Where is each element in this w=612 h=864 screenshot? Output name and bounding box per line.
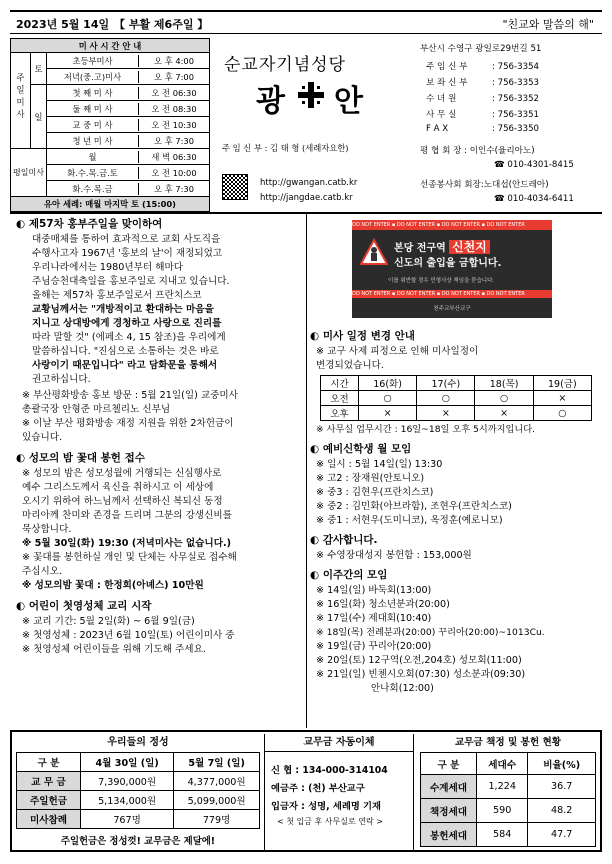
mass-time: 오 전 08:30 xyxy=(151,103,197,114)
transfer-line: 입금자 : 성명, 세례명 기재 xyxy=(271,801,382,812)
header-bar xyxy=(10,10,602,34)
parish-name-right: 안 xyxy=(334,84,363,119)
mass-name: 화.수.목.금.토 xyxy=(47,167,139,179)
right-column xyxy=(310,330,602,696)
mass-time: 오 후 7:30 xyxy=(154,183,194,194)
infant-baptism-note: 유아 세례: 매월 마지막 토 (15:00) xyxy=(11,197,210,212)
text-line: 있습니다. xyxy=(22,432,63,443)
text-line: 말씀하십니다. "진심으로 소통하는 것은 바로 xyxy=(32,346,219,357)
sunday-label: 일 xyxy=(31,85,47,149)
text-line: ※ 17일(수) 제대회(10:40) xyxy=(316,613,432,624)
text-line: 따라 말할 것" (에페소 4, 15 참조)을 우리에게 xyxy=(32,332,226,343)
pastor-name: 주 임 신 부 : 김 태 형 (세례자요한) xyxy=(222,143,349,153)
text-line: 우리나라에서는 1980년부터 해마다 xyxy=(32,262,183,273)
banner-footer: 천주교부산교구 xyxy=(433,306,471,312)
text-line: ※ 18일(목) 전례분과(20:00) 꾸리아(20:00)~1013Cu. xyxy=(316,627,545,638)
transfer-title: 교무금 자동이체 xyxy=(265,734,413,752)
text-line: ※ 첫영성체 : 2023년 6월 10일(토) 어린이미사 중 xyxy=(22,630,235,641)
table-header: 18(목) xyxy=(475,376,533,391)
text-line: 안나회(12:00) xyxy=(316,683,434,694)
s1-bullets xyxy=(16,389,304,445)
text-line: 주님승천대축일을 홍보주일로 지내고 있습니다. xyxy=(32,276,230,287)
text-line: ※ 19일(금) 꾸리아(20:00) xyxy=(316,641,432,652)
parish-subtitle: 순교자기념성당 xyxy=(224,55,346,75)
transfer-block xyxy=(264,734,414,850)
text-line: ※ 첫영성체 어린이들을 위해 기도해 주세요. xyxy=(22,644,206,655)
offering-block xyxy=(16,734,260,847)
service-phone: ☎ 010-4034-6411 xyxy=(494,194,574,204)
parish-address: 부산시 수영구 광일로29번길 51 xyxy=(420,44,542,54)
text-line: ※ 교리 기간: 5월 2일(화) ~ 6월 9일(금) xyxy=(22,616,195,627)
transfer-line: 신 협 : 134-000-314104 xyxy=(271,765,388,776)
website-link[interactable]: http://jangdae.catb.kr xyxy=(260,193,353,203)
text-line: ※ 고2 : 장재원(안토니오) xyxy=(316,473,425,484)
mass-time: 오 전 06:30 xyxy=(151,87,197,98)
text-line: 주십시오. xyxy=(22,566,63,577)
mass-time: 오 전 10:30 xyxy=(151,119,197,130)
phone-row: 주 임 신 부 : 756-3354 xyxy=(426,62,540,72)
status-table: 구 분 세대수 비율(%) 수계세대 1,224 36.7 책정세대 590 48.2 봉헌세대 584 47.7 xyxy=(420,752,596,847)
mass-change-table xyxy=(320,375,592,421)
table-row: 주일헌금 5,134,000원 5,099,000원 xyxy=(17,791,260,810)
banner-small-text: 이를 위반할 경우 민형사상 책임을 묻습니다. xyxy=(388,278,495,284)
text-line: ※ 5월 30일(화) 19:30 (저녁미사는 없습니다.) xyxy=(22,538,231,549)
text-line: ※ 교구 사제 피정으로 인해 미사일정이 xyxy=(316,346,479,357)
mass-time: 오 전 10:00 xyxy=(151,167,197,178)
text-line: 총괄국장 안형준 마르첼리노 신부님 xyxy=(22,404,171,415)
section-title: ◐ 미사 일정 변경 안내 xyxy=(310,330,415,342)
banner-strip: DO NOT ENTER ▪ DO NOT ENTER ▪ DO NOT ENTER ▪ DO NOT ENTER xyxy=(352,220,552,230)
text-line: 오시기 위하여 하느님께서 선택하신 복되신 동정 xyxy=(22,496,223,507)
office-hours-note: ※ 사무실 업무시간 : 16일~18일 오후 5시까지입니다. xyxy=(316,424,536,435)
text-line: 권고하십니다. xyxy=(32,374,91,385)
mass-name: 저녁(중.고)미사 xyxy=(47,71,139,83)
text-line: 수행사고자 1967년 '홍보의 날'이 재정되었고 xyxy=(32,248,223,259)
text-line: 묵상합니다. xyxy=(22,524,72,535)
mass-time: 오 후 7:30 xyxy=(154,135,194,146)
text-line: ※ 14일(일) 바둑회(13:00) xyxy=(316,585,432,596)
text-line: ※ 부산평화방송 홍보 방문 : 5월 21일(일) 교중미사 xyxy=(22,390,238,401)
header-date: 2023년 5월 14일 xyxy=(16,18,110,31)
mass-name: 교 중 미 사 xyxy=(47,119,139,131)
website-link[interactable]: http://gwangan.catb.kr xyxy=(260,178,358,188)
mass-time: 오 후 4:00 xyxy=(154,55,194,66)
table-row: 봉헌세대 584 47.7 xyxy=(421,823,596,847)
council-president: 평 협 회 장 : 이인수(율리아노) xyxy=(420,146,535,156)
text-line: ※ 20일(토) 12구역(오전,204호) 성모회(11:00) xyxy=(316,655,522,666)
text-line: ※ 중2 : 김민화(아브라함), 조현우(프란치스코) xyxy=(316,501,512,512)
mass-time: 새 벽 06:30 xyxy=(151,151,197,162)
text-line: 교황님께서는 "개방적이고 환대하는 마음을 xyxy=(32,304,214,315)
mass-name: 둘 째 미 사 xyxy=(47,103,139,115)
text-line: 마리아께 찬미와 존경을 드리며 그분의 강생신비를 xyxy=(22,510,232,521)
text-line: ※ 꽃대를 봉헌하실 개인 및 단체는 사무실로 접수해 xyxy=(22,552,237,563)
table-header: 시간 xyxy=(321,376,359,391)
council-phone: ☎ 010-4301-8415 xyxy=(494,160,574,170)
banner-text: 본당 전구역 신천지 xyxy=(394,238,490,255)
offering-title: 우리들의 정성 xyxy=(107,737,169,748)
weekday-mass-label: 평일미사 xyxy=(11,149,47,197)
text-line: 지니고 상대방에게 경청하고 사랑으로 진리를 xyxy=(32,318,222,329)
phone-row: 수 녀 원 : 756-3352 xyxy=(426,94,540,104)
text-line: 사랑이기 때문입니다" 라고 담화문을 통해서 xyxy=(32,360,218,371)
offering-table: 구 분 4월 30일 (일) 5월 7일 (일) 교 무 금 7,390,000원 4,377,000원 주일헌금 5,134,000원 5,099,000원 미사참례 767명 779명 xyxy=(16,752,260,829)
qr-code-icon xyxy=(222,174,248,200)
mass-name: 월 xyxy=(47,151,139,163)
warning-sign-icon xyxy=(360,238,388,266)
header-motto: "친교와 말씀의 해" xyxy=(502,18,594,31)
s2-body xyxy=(16,467,304,593)
table-header: 16(화) xyxy=(358,376,416,391)
text-line: 변경되었습니다. xyxy=(316,360,384,371)
transfer-line: 예금주 : (천) 부산교구 xyxy=(271,783,365,794)
table-row: 수계세대 1,224 36.7 xyxy=(421,775,596,799)
mass-time: 오 후 7:00 xyxy=(154,71,194,82)
table-row: 오전 ○ ○ ○ × xyxy=(321,391,592,406)
banner-text: 신도의 출입을 금합니다. xyxy=(394,258,502,269)
contact-block xyxy=(414,40,604,210)
text-line: ※ 성모의밤 꽃대 : 한정희(아녜스) 10만원 xyxy=(22,580,204,591)
table-row: 오후 × × × ○ xyxy=(321,406,592,421)
section-title: ◐ 성모의 밤 꽃대 봉헌 접수 xyxy=(16,452,145,464)
parish-name-left: 광 xyxy=(256,84,285,119)
text-line: ※ 중3 : 김현우(프란치스코) xyxy=(316,487,434,498)
section-title: ◐ 감사합니다. xyxy=(310,534,378,546)
mass-name: 첫 째 미 사 xyxy=(47,87,139,99)
banner-strip-bottom: DO NOT ENTER ▪ DO NOT ENTER ▪ DO NOT ENTER ▪ DO NOT ENTER xyxy=(352,290,552,298)
section-title: ◐ 이주간의 모임 xyxy=(310,569,388,581)
no-entry-banner xyxy=(352,220,552,318)
offering-slogan: 주일헌금은 정성껏! 교무금은 제달에! xyxy=(60,836,216,847)
text-line: ※ 이날 부산 평화방송 재정 지원을 위한 2차헌금이 xyxy=(22,418,234,429)
table-row: 교 무 금 7,390,000원 4,377,000원 xyxy=(17,772,260,791)
text-line: 올해는 제57차 홍보주일로서 프란치스코 xyxy=(32,290,202,301)
text-line: 대중매체를 통하여 효과적으로 교회 사도직을 xyxy=(32,234,221,245)
column-divider xyxy=(306,214,307,728)
mass-name: 화.수.목.금 xyxy=(47,183,139,195)
cross-logo-icon xyxy=(296,80,326,110)
phone-row: F A X : 756-3350 xyxy=(426,124,540,134)
s3-body xyxy=(16,615,304,657)
service-president: 선종봉사회 회장:노대섭(안드레아) xyxy=(420,180,549,190)
left-column xyxy=(16,218,304,657)
header-week: 【 부활 제6주일 】 xyxy=(114,18,209,31)
mass-schedule-table xyxy=(10,38,210,212)
section-title: ◐ 어린이 첫영성체 교리 시작 xyxy=(16,600,152,612)
status-block xyxy=(420,734,596,847)
text-line: ※ 21일(일) 빈첸시오회(07:30) 성소분과(09:30) xyxy=(316,669,526,680)
text-line: ※ 16일(화) 청소년분과(20:00) xyxy=(316,599,450,610)
phone-row: 보 좌 신 부 : 756-3353 xyxy=(426,78,540,88)
mass-name: 초등부미사 xyxy=(47,55,139,67)
text-line: ※ 일시 : 5월 14일(일) 13:30 xyxy=(316,459,443,470)
section-title: ◐ 제57차 홍부주일을 맞이하여 xyxy=(16,218,163,230)
transfer-line: < 첫 입금 후 사무실로 연락 > xyxy=(277,817,383,826)
section-title: ◐ 예비신학생 월 모임 xyxy=(310,443,412,455)
status-title: 교무금 책정 및 봉헌 현황 xyxy=(454,737,562,748)
table-row: 미사참례 767명 779명 xyxy=(17,810,260,829)
sunday-mass-label: 주일미사 xyxy=(11,53,31,149)
s1-body xyxy=(16,233,304,387)
mass-schedule-title: 미 사 시 간 안 내 xyxy=(11,39,210,53)
text-line: ※ 성모의 밤은 성모성월에 거행되는 신심행사로 xyxy=(22,468,222,479)
table-header: 19(금) xyxy=(533,376,591,391)
table-header: 17(수) xyxy=(417,376,475,391)
text-line: ※ 수영장대성지 봉헌함 : 153,000원 xyxy=(316,550,472,561)
table-row: 책정세대 590 48.2 xyxy=(421,799,596,823)
parish-title-block xyxy=(214,38,412,210)
text-line: 예수 그리스도께서 육신을 취하시고 이 세상에 xyxy=(22,482,214,493)
phone-row: 사 무 실 : 756-3351 xyxy=(426,110,540,120)
text-line: ※ 중1 : 서현우(도미니코), 옥정훈(예로니모) xyxy=(316,515,503,526)
mass-name: 청 년 미 사 xyxy=(47,135,139,147)
saturday-label: 토 xyxy=(31,53,47,85)
